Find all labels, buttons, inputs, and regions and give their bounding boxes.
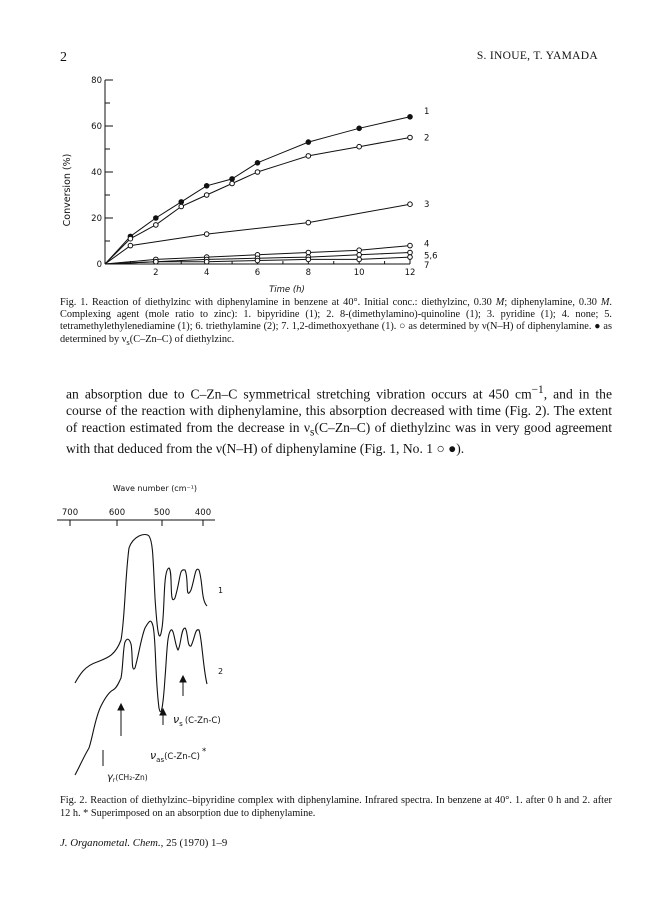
data-point [306,220,311,225]
y-tick-label: 60 [91,122,102,132]
x-tick-label: 8 [305,268,312,278]
y-tick-label: 40 [91,168,102,178]
data-point [408,250,413,255]
figure-1-caption [60,297,612,348]
figure-2-caption: Fig. 2. Reaction of diethylzinc–bipyridine complex with diphenylamine. Infrared spectra. In benzene at 40°. 1. after 0 h and 2. after 12 h. * Superimposed on an absorption due to diphenylamine. [60,795,612,819]
caption-part: (C–Zn–C) of diethylzinc. [129,333,235,345]
data-point [357,248,362,253]
spectrum-1-trace [75,535,207,684]
series-label: 2 [424,133,430,144]
body-paragraph [66,382,612,458]
peak-label-symmetric: $\nu_s$ (C-Zn-C) [173,713,221,728]
data-point [357,126,362,131]
data-point [357,144,362,149]
data-point [306,140,311,145]
page-number: 2 [60,50,67,65]
figure-2-ticks [70,520,203,526]
data-point [408,115,413,120]
y-tick-label: 80 [91,76,102,86]
data-point [154,259,159,264]
data-point [408,135,413,140]
data-point [128,243,133,248]
x-tick-label: 4 [203,268,210,278]
figure-2-axis-title: Wave number (cm⁻¹) [112,484,198,493]
peak-label-asymmetric: $\nu_{as}(C-Zn-C)$ * [150,747,207,764]
data-point [255,258,260,263]
body-superscript: −1 [531,384,544,396]
caption-part: Fig. 1. Reaction of diethylzinc with diphenylamine in benzene at 40°. Initial conc.: diethylzinc, 0.30 [60,297,496,308]
body-text: , and in the course of the reaction with diphenylamine, this absorption decreased with time (Fig. 2). The extent of reaction estimated from the decrease in ν [66,386,612,435]
data-point [408,243,413,248]
data-point [357,253,362,258]
body-text: an absorption due to C–Zn–C symmetrical stretching vibration occurs at 450 cm [66,386,532,402]
data-point [179,204,184,209]
figure-2-tick-label: 400 [194,508,212,518]
caption-part: ; diphenylamine, 0.30 [504,297,601,308]
figure-2-ir-spectra [55,478,285,788]
figure-1-axes [91,76,415,278]
data-point [255,170,260,175]
figure-1-x-axis-label: Time (h) [269,285,305,294]
data-point [306,154,311,159]
body-text: (C–Zn–C) of diethylzinc was in very good agreement with that deduced from the ν(N–H) of diphenylamine (Fig. 1, No. 1 ○ ●). [66,419,612,457]
y-tick-label: 20 [91,214,102,224]
x-tick-label: 6 [254,268,261,278]
caption-subscript: s [126,336,130,347]
data-point [230,181,235,186]
body-subscript: s [310,426,315,439]
caption-part: . Complexing agent (mole ratio to zinc): 1. bipyridine (1); 2. 8-(dimethylamino)-quinoline (1); 3. pyridine (1); 4. none; 5. tetramethylethylenediamine (1); 6. triethylamine (2); 7. 1,2-dimethoxyethane (1). ○ as determined by ν(N–H) of diphenylamine. ● as determined by ν [60,297,612,345]
data-point [408,255,413,260]
peak-label-rocking: $\gamma_r(CH_2-Zn)$ [107,772,148,784]
spectrum-1-label: 1 [218,586,224,595]
data-point [357,257,362,262]
figure-1-series [105,107,438,271]
figure-1-y-axis-label: Conversion (%) [62,153,73,227]
series-label: 7 [424,261,430,272]
data-point [154,216,159,221]
running-head-authors: S. INOUE, T. YAMADA [476,50,598,62]
series-label: 4 [424,239,430,250]
series-line-1 [105,117,410,264]
arrow-up-icon [180,676,186,682]
data-point [204,184,209,189]
data-point [408,202,413,207]
data-point [230,177,235,182]
figure-2-tick-label: 600 [108,508,126,518]
series-label: 5,6 [424,251,438,262]
x-tick-label: 10 [353,268,365,278]
data-point [306,250,311,255]
figure-1-chart [55,72,455,294]
data-point [154,223,159,228]
data-point [204,259,209,264]
series-line-2 [105,138,410,265]
figure-2-tick-label: 700 [61,508,79,518]
series-label: 1 [424,106,430,117]
data-point [128,236,133,241]
journal-name: J. Organometal. Chem., [60,837,164,849]
x-tick-label: 2 [153,268,159,278]
arrow-up-icon [118,704,124,710]
caption-unit: M [600,297,610,308]
x-tick-label: 12 [404,268,416,278]
data-point [179,200,184,205]
data-point [255,161,260,166]
data-point [204,232,209,237]
journal-volume-pages: 25 (1970) 1–9 [166,837,228,849]
figure-2-tick-label: 500 [153,508,171,518]
y-tick-label: 0 [96,260,102,270]
caption-unit: M [495,297,505,308]
data-point [204,193,209,198]
journal-citation [60,837,227,849]
series-label: 3 [424,200,430,211]
data-point [306,257,311,262]
spectrum-2-label: 2 [218,667,224,676]
